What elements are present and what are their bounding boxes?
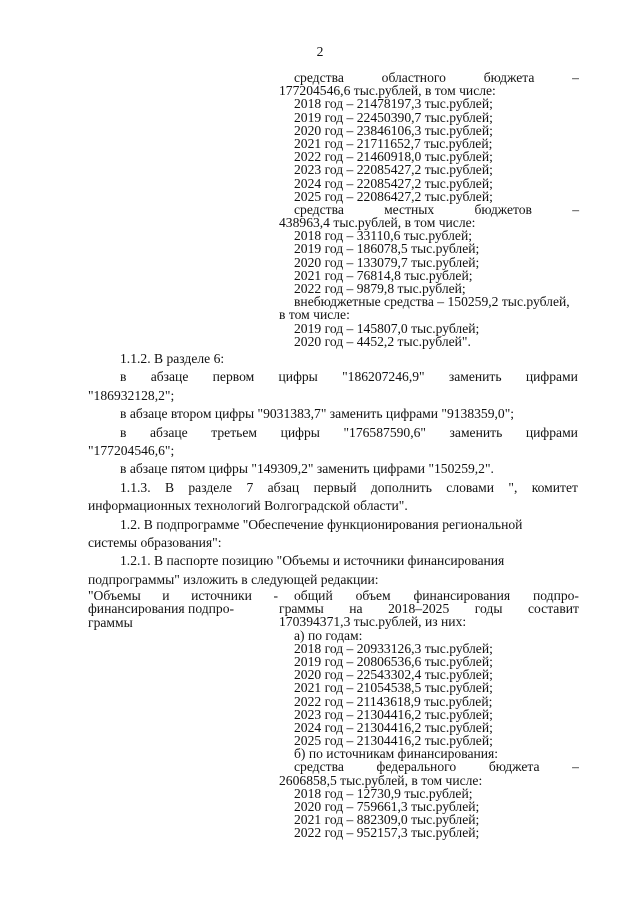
federal-year-line: 2020 год – 759661,3 тыс.рублей; (294, 799, 480, 814)
local-year-line: 2019 год – 186078,5 тыс.рублей; (294, 241, 480, 257)
section-1-2-1-cont: подпрограммы" изложить в следующей редакции: (88, 571, 379, 587)
regional-year-line: 2022 год – 21460918,0 тыс.рублей; (294, 149, 493, 165)
regional-budget-intro: средства областного бюджета – (294, 70, 579, 85)
section-1-2-line: 1.2. В подпрограмме "Обеспечение функционирования региональной (120, 516, 523, 532)
section-1-1-3-line: 1.1.3. В разделе 7 абзац первый дополнить словами ", комитет (120, 479, 578, 495)
section-1-1-2-third-cont: "177204546,6"; (88, 442, 175, 458)
table-left-line: финансирования подпро- (88, 601, 235, 617)
section-1-1-2-first-cont: "186932128,2"; (88, 387, 175, 403)
year-line: 2023 год – 21304416,2 тыс.рублей; (294, 706, 493, 722)
year-line: 2019 год – 20806536,6 тыс.рублей; (294, 653, 493, 669)
page-number: 2 (316, 44, 324, 59)
regional-year-line: 2025 год – 22086427,2 тыс.рублей; (294, 188, 493, 204)
regional-year-line: 2018 год – 21478197,3 тыс.рублей; (294, 96, 493, 112)
year-line: 2021 год – 21054538,5 тыс.рублей; (294, 680, 493, 696)
amendment-paragraphs (88, 350, 578, 589)
by-years-label: а) по годам: (294, 627, 363, 643)
table-left-line: граммы (88, 614, 133, 630)
year-line: 2022 год – 21143618,9 тыс.рублей; (294, 693, 493, 709)
table-left-cell (88, 589, 278, 629)
regional-year-line: 2023 год – 22085427,2 тыс.рублей; (294, 162, 493, 178)
section-1-2-cont: системы образования": (88, 534, 222, 550)
total-funding-line: общий объем финансирования подпро- (294, 588, 579, 603)
year-line: 2018 год – 20933126,3 тыс.рублей; (294, 640, 493, 656)
federal-budget-total: 2606858,5 тыс.рублей, в том числе: (279, 772, 483, 788)
local-year-line: 2020 год – 133079,7 тыс.рублей; (294, 254, 480, 270)
table-right-cell (279, 589, 579, 840)
regional-year-line: 2024 год – 22085427,2 тыс.рублей; (294, 175, 493, 191)
year-line: 2020 год – 22543302,4 тыс.рублей; (294, 667, 493, 683)
section-1-1-2-second-paragraph: в абзаце втором цифры "9031383,7" заменить цифрами "9138359,0"; (120, 406, 515, 422)
section-1-1-3-cont: информационных технологий Волгоградской области". (88, 498, 408, 514)
offbudget-cont: в том числе: (279, 307, 350, 323)
total-funding-amount: 170394371,3 тыс.рублей, из них: (279, 614, 467, 630)
regional-budget-total: 177204546,6 тыс.рублей, в том числе: (279, 83, 496, 99)
year-line: 2024 год – 21304416,2 тыс.рублей; (294, 719, 493, 735)
section-1-1-2-title: 1.1.2. В разделе 6: (120, 351, 225, 366)
total-funding-cont: граммы на 2018–2025 годы составит (279, 601, 579, 617)
local-budget-total: 438963,4 тыс.рублей, в том числе: (279, 215, 476, 231)
offbudget-year-line: 2019 год – 145807,0 тыс.рублей; (294, 320, 480, 336)
local-budget-intro: средства местных бюджетов – (294, 201, 579, 217)
local-year-line: 2021 год – 76814,8 тыс.рублей; (294, 267, 473, 283)
local-year-line: 2022 год – 9879,8 тыс.рублей; (294, 281, 466, 296)
year-line: 2025 год – 21304416,2 тыс.рублей; (294, 733, 493, 749)
local-year-line: 2018 год – 33110,6 тыс.рублей; (294, 228, 472, 244)
section-1-1-2-fifth-paragraph: в абзаце пятом цифры "149309,2" заменить цифрами "150259,2". (120, 461, 494, 477)
federal-year-line: 2021 год – 882309,0 тыс.рублей; (294, 812, 480, 828)
offbudget-line: внебюджетные средства – 150259,2 тыс.рублей, (294, 294, 570, 310)
regional-year-line: 2020 год – 23846106,3 тыс.рублей; (294, 122, 493, 138)
section-1-1-2-first-paragraph: в абзаце первом цифры "186207246,9" заменить цифрами (120, 369, 578, 385)
upper-funding-block (279, 71, 579, 348)
regional-year-line: 2019 год – 22450390,7 тыс.рублей; (294, 109, 493, 125)
regional-year-line: 2021 год – 21711652,7 тыс.рублей; (294, 135, 493, 151)
section-1-1-2-third-paragraph: в абзаце третьем цифры "176587590,6" заменить цифрами (120, 424, 578, 440)
table-left-line: "Объемы и источники - (88, 588, 278, 603)
federal-year-line: 2018 год – 12730,9 тыс.рублей; (294, 785, 473, 801)
offbudget-year-line: 2020 год – 4452,2 тыс.рублей". (294, 333, 471, 349)
federal-year-line: 2022 год – 952157,3 тыс.рублей; (294, 825, 480, 841)
by-sources-label: б) по источникам финансирования: (294, 746, 499, 762)
section-1-2-1-line: 1.2.1. В паспорте позицию "Объемы и источники финансирования (120, 553, 505, 569)
federal-budget-intro: средства федерального бюджета – (294, 759, 579, 775)
